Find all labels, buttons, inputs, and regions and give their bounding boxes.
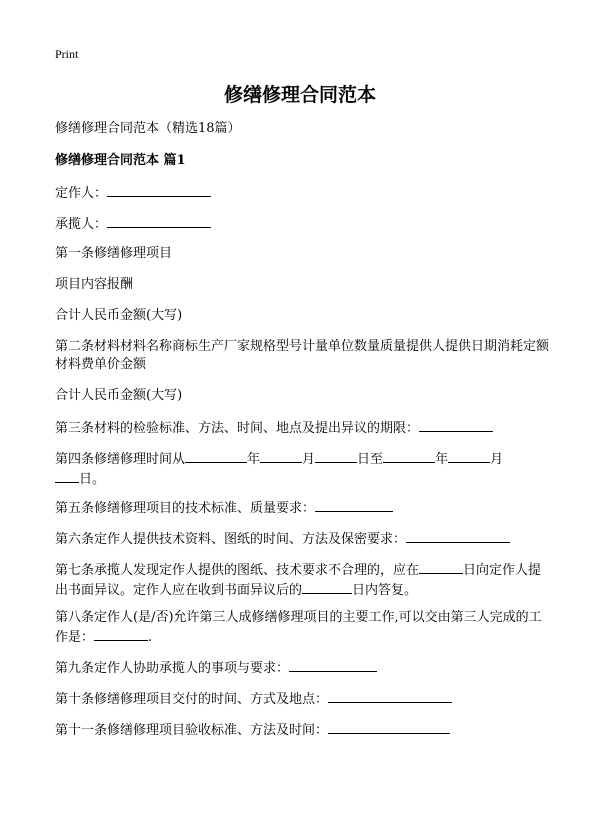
article-4-month1-blank	[260, 449, 302, 463]
dingzuoren-label: 定作人：	[55, 186, 108, 201]
article-9	[55, 658, 550, 678]
article-7	[55, 560, 550, 600]
article-4-day2: 日。	[79, 472, 106, 487]
chenglanren-label: 承揽人：	[55, 217, 108, 232]
article-10-text: 第十条修缮修理项目交付的时间、方式及地点：	[55, 692, 329, 707]
article-4-year1-blank	[185, 449, 247, 463]
article-3-text: 第三条材料的检验标准、方法、时间、地点及提出异议的期限：	[55, 421, 420, 436]
article-4-day2-blank	[55, 469, 79, 483]
article-6-text: 第六条定作人提供技术资料、图纸的时间、方法及保密要求：	[55, 532, 407, 547]
article-8-blank	[94, 627, 148, 641]
dingzuoren-line	[55, 183, 550, 203]
article-4-month2-blank	[448, 449, 490, 463]
article-11-text: 第十一条修缮修理项目验收标准、方法及时间：	[55, 723, 329, 738]
article-4-month1: 月	[302, 452, 316, 467]
chenglanren-line	[55, 214, 550, 234]
article-7-blank-a	[419, 560, 463, 574]
article-4-year1: 年	[247, 452, 261, 467]
article-4-day1-blank	[315, 449, 357, 463]
article-9-text: 第九条定作人协助承揽人的事项与要求：	[55, 661, 290, 676]
section-heading: 修缮修理合同范本 篇1	[55, 153, 186, 168]
article-3-blank	[419, 418, 493, 432]
article-4-year2: 年	[435, 452, 449, 467]
article-1: 第一条修缮修理项目	[55, 246, 173, 261]
article-5-blank	[315, 498, 393, 512]
article-7-text-c: 日内答复。	[352, 583, 418, 598]
article-4-text: 第四条修缮修理时间从	[55, 452, 186, 467]
article-7-text-a: 第七条承揽人发现定作人提供的图纸、技术要求不合理的，应在	[55, 563, 420, 578]
article-4-month2: 月	[490, 452, 504, 467]
article-8-text: 第八条定作人(是/否)允许第三人成修缮修理项目的主要工作,可以交由第三人完成的工作是：	[55, 610, 542, 645]
article-8-period: .	[148, 630, 153, 645]
article-6	[55, 529, 550, 549]
article-5	[55, 498, 550, 518]
document-subtitle: 修缮修理合同范本（精选18篇）	[55, 121, 241, 136]
document-title: 修缮修理合同范本	[223, 84, 376, 106]
article-4-day1: 日至	[357, 452, 384, 467]
article-6-blank	[406, 529, 510, 543]
article-5-text: 第五条修缮修理项目的技术标准、质量要求：	[55, 501, 316, 516]
project-content-line: 项目内容报酬	[55, 277, 134, 292]
article-11	[55, 720, 550, 740]
dingzuoren-blank	[107, 183, 211, 197]
article-4	[55, 449, 550, 489]
article-7-text-b: 日向定作人提出书面异议。定作人应在收到书面异议后的	[55, 563, 542, 598]
total-amount-1: 合计人民币金额(大写)	[55, 308, 183, 323]
article-3	[55, 418, 550, 438]
article-2: 第二条材料材料名称商标生产厂家规格型号计量单位数量质量提供人提供日期消耗定额材料费单价金额	[55, 339, 550, 372]
chenglanren-blank	[107, 214, 211, 228]
article-7-blank-b	[302, 580, 352, 594]
article-11-blank	[328, 720, 450, 734]
article-10	[55, 689, 550, 709]
article-9-blank	[289, 658, 377, 672]
total-amount-2: 合计人民币金额(大写)	[55, 388, 183, 403]
article-10-blank	[328, 689, 452, 703]
article-4-year2-blank	[383, 449, 435, 463]
article-8	[55, 609, 550, 647]
print-label: Print	[55, 47, 79, 61]
